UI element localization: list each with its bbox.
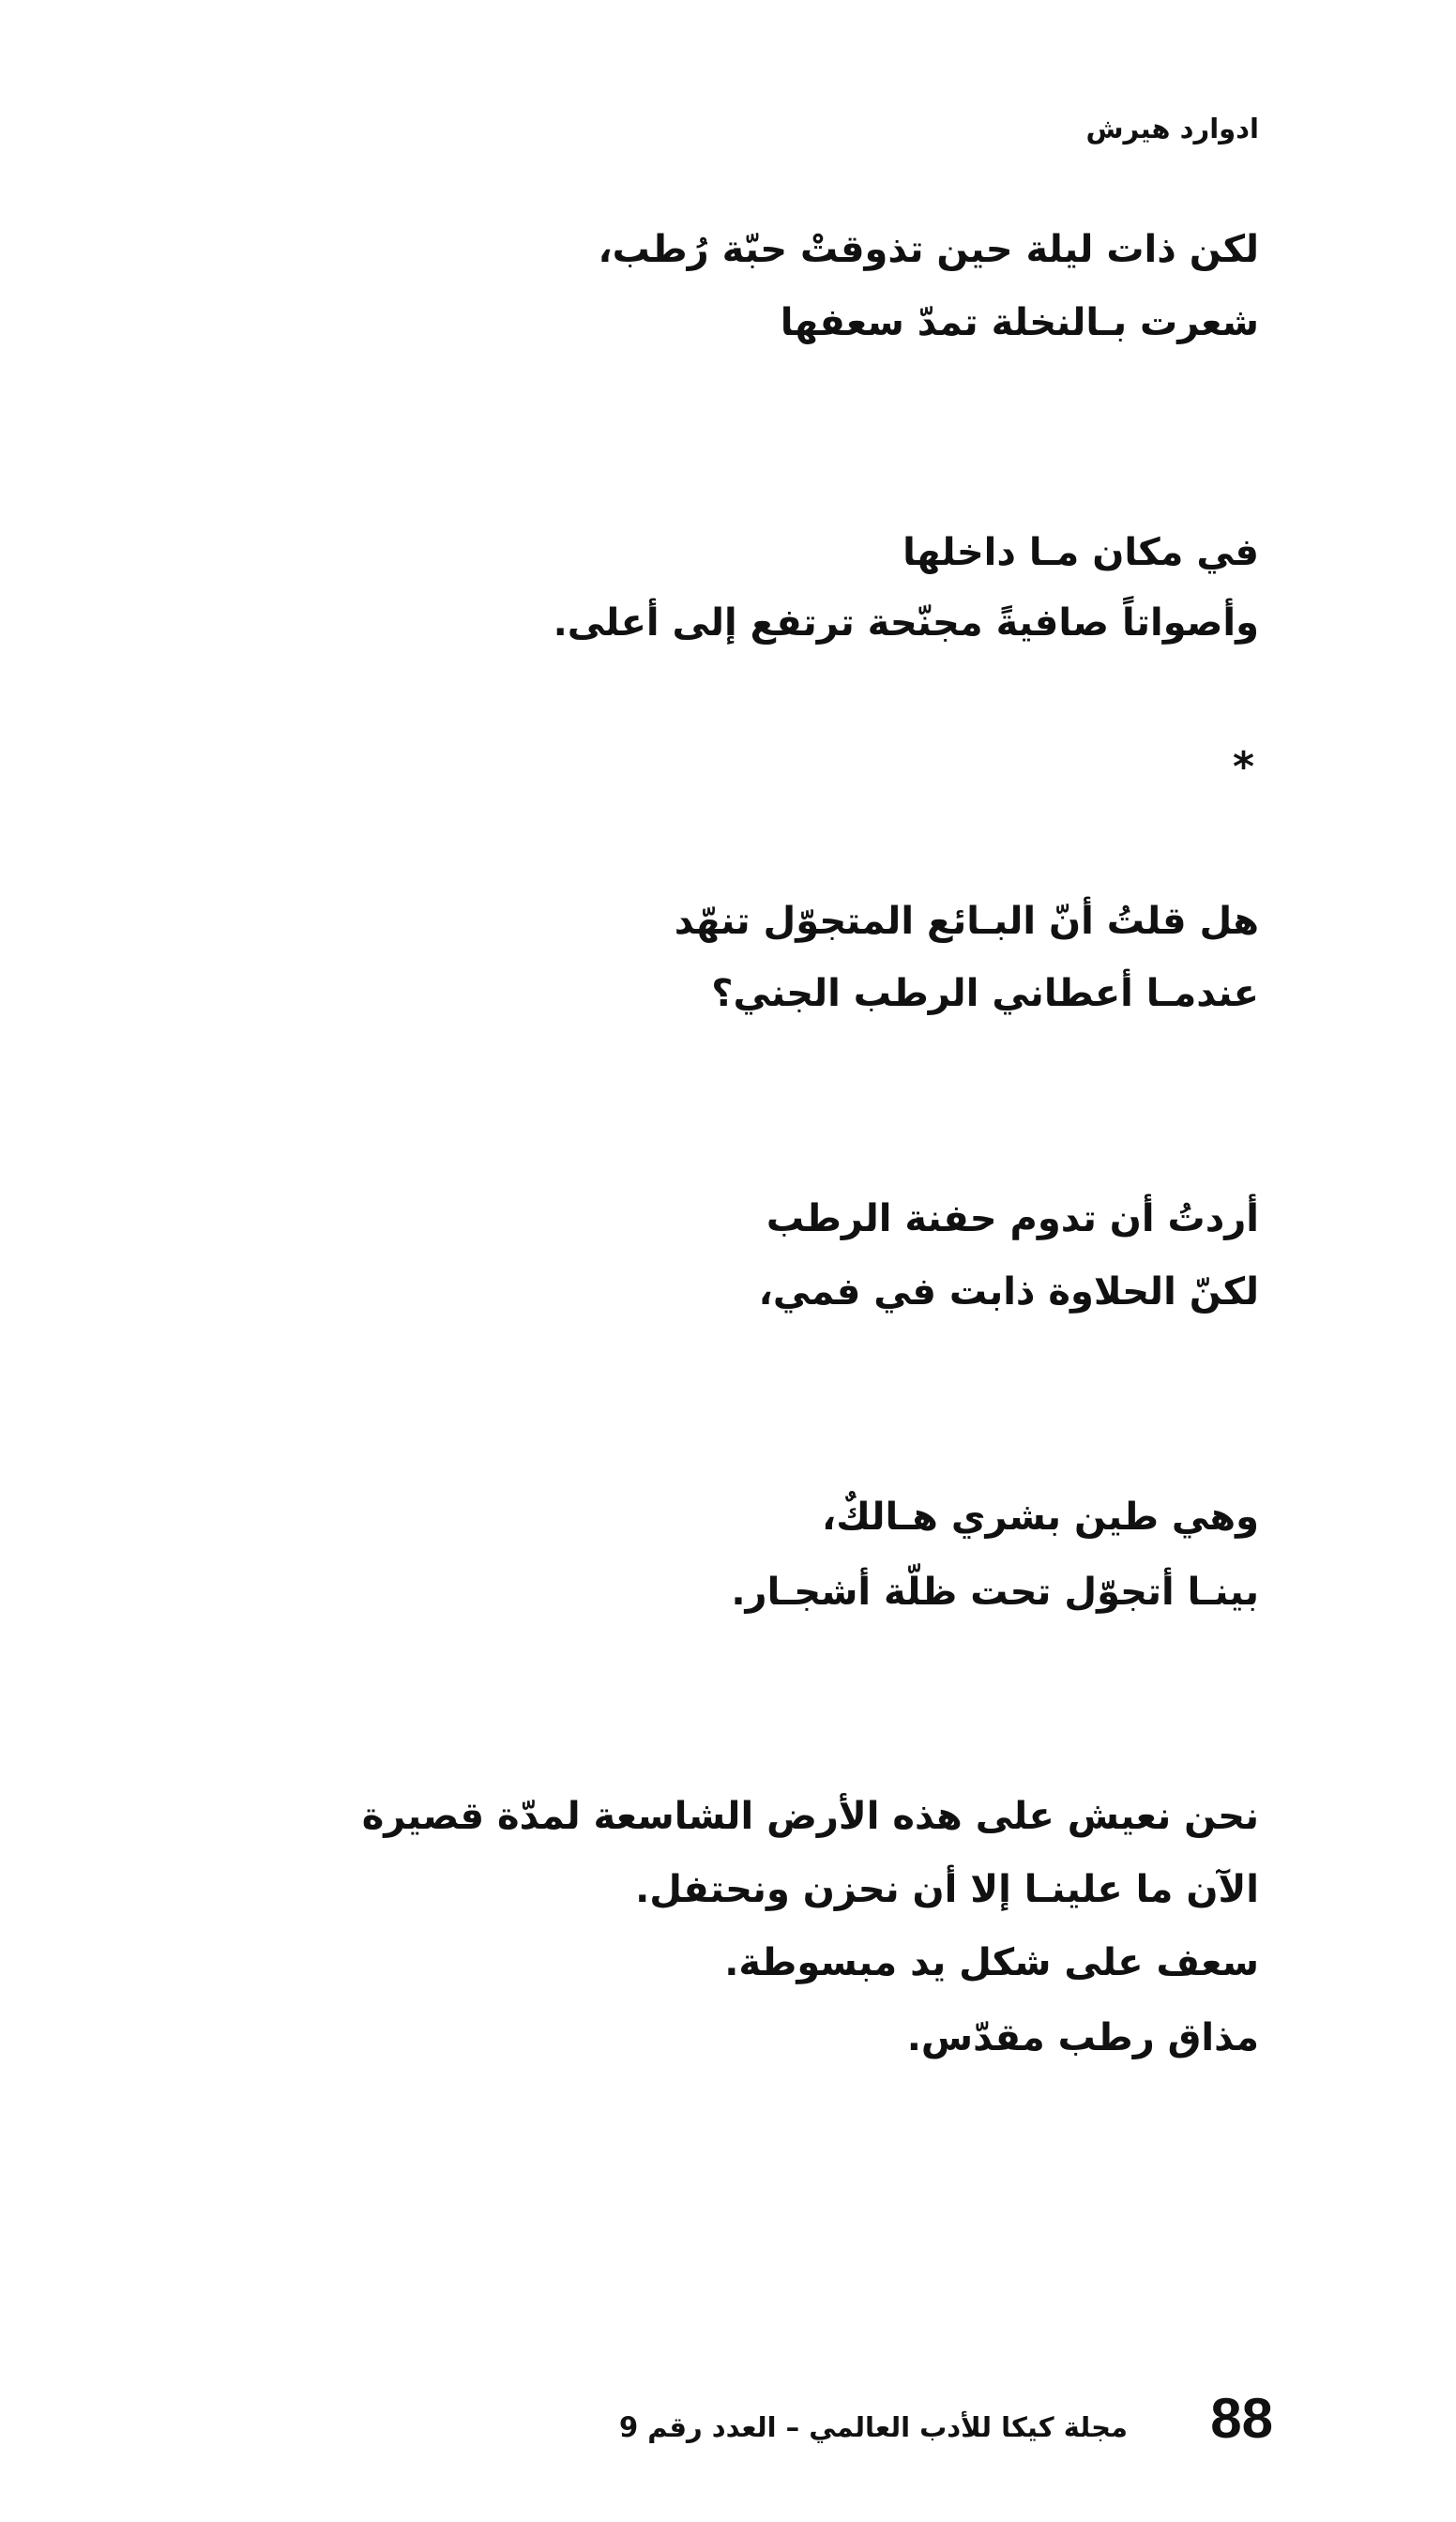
poem-line: في مكان مـا داخلها <box>902 531 1259 574</box>
poem-line: مذاق رطب مقدّس. <box>906 2016 1259 2059</box>
poem-line: سعف على شكل يد مبسوطة. <box>724 1941 1259 1984</box>
poem-line: وهي طين بشري هـالكٌ، <box>822 1496 1259 1539</box>
footer-caption: مجلة كيكا للأدب العالمي – العدد رقم 9 <box>618 2411 1128 2443</box>
poem-line: بينـا أتجوّل تحت ظلّة أشجـار. <box>731 1571 1259 1614</box>
poem-line: لكن ذات ليلة حين تذوقتْ حبّة رُطب، <box>598 228 1259 271</box>
section-separator: * <box>1232 743 1254 791</box>
poem-line: لكنّ الحلاوة ذابت في فمي، <box>758 1270 1259 1314</box>
poem-line: شعرت بـالنخلة تمدّ سعفها <box>780 301 1259 344</box>
poem-line: أردتُ أن تدوم حفنة الرطب <box>766 1197 1259 1240</box>
page-number: 88 <box>1210 2387 1273 2450</box>
running-head: ادوارد هيرش <box>1085 113 1259 144</box>
poem-line: نحن نعيش على هذه الأرض الشاسعة لمدّة قصيرة <box>361 1795 1259 1838</box>
poem-line: عندمـا أعطاني الرطب الجني؟ <box>711 972 1259 1015</box>
poem-line: وأصواتاً صافيةً مجنّحة ترتفع إلى أعلى. <box>553 601 1259 645</box>
poem-line: الآن ما علينـا إلا أن نحزن ونحتفل. <box>635 1868 1259 1911</box>
poem-line: هل قلتُ أنّ البـائع المتجوّل تنهّد <box>674 900 1259 943</box>
